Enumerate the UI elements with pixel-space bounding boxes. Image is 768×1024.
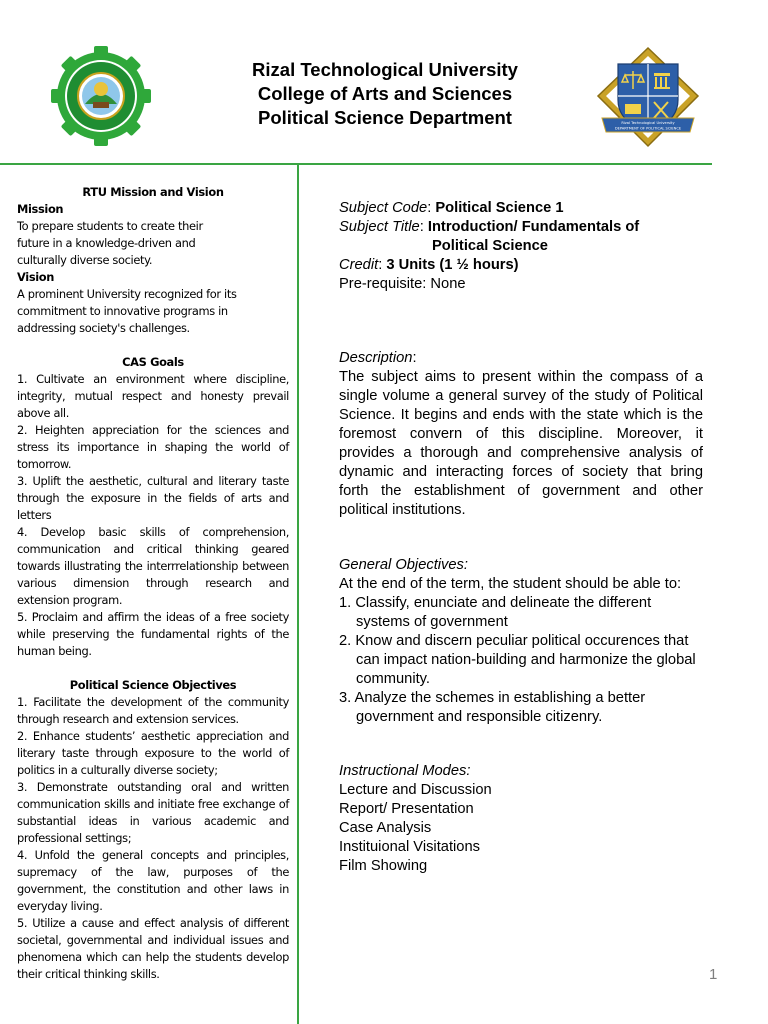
polsci-objectives-heading: Political Science Objectives [69, 678, 237, 692]
subject-code-label: Subject Code [339, 200, 428, 216]
description-heading: Description: [339, 350, 417, 366]
objective-item: 2. Know and discern peculiar political occurences that can impact nation-building and harmonize the global community. [339, 633, 696, 687]
cas-goal-item: 3. Uplift the aesthetic, cultural and literary taste through the exposure in the fields of arts and letters [17, 474, 289, 522]
left-column [17, 184, 289, 983]
objectives-label: General Objectives: [339, 557, 468, 573]
right-logo-banner-line2: DEPARTMENT OF POLITICAL SCIENCE [614, 126, 682, 131]
prerequisite: Pre-requisite: None [339, 276, 466, 292]
description-label: Description [339, 350, 413, 366]
right-logo-banner-line1: Rizal Technological University [621, 121, 675, 125]
credit-line: Credit: 3 Units (1 ½ hours) [339, 257, 519, 273]
vision-text: A prominent University recognized for its commitment to innovative programs in addressing society's challenges. [17, 287, 237, 335]
mode-item: Film Showing [339, 858, 428, 874]
polsci-department-logo [592, 44, 704, 150]
polsci-objective-item: 3. Demonstrate outstanding oral and written communication skills and initiate free exchange of substantial ideas in various academic and professional settings; [17, 780, 289, 845]
mode-item: Report/ Presentation [339, 801, 474, 817]
header-title [190, 58, 580, 130]
polsci-objective-item: 4. Unfold the general concepts and principles, supremacy of the law, purposes of the government, the constitution and other laws in everyday living. [17, 848, 289, 913]
mission-label: Mission [17, 202, 64, 216]
mission-vision-heading: RTU Mission and Vision [82, 185, 224, 199]
subject-title-value: Introduction/ Fundamentals of [427, 219, 640, 235]
mode-item: Instituional Visitations [339, 839, 480, 855]
modes-label: Instructional Modes: [339, 763, 471, 779]
mission-text: To prepare students to create their future in a knowledge-driven and culturally diverse society. [17, 219, 203, 267]
subject-title-line: Subject Title: Introduction/ Fundamentals of [339, 219, 640, 235]
objectives-intro: At the end of the term, the student should be able to: [339, 576, 682, 592]
objective-item: 1. Classify, enunciate and delineate the different systems of government [339, 595, 652, 630]
department-name: Political Science Department [258, 107, 512, 128]
subject-title-label: Subject Title [339, 219, 420, 235]
mode-item: Case Analysis [339, 820, 432, 836]
subject-code-value: Political Science 1 [435, 200, 564, 216]
credit-value: 3 Units (1 ½ hours) [386, 257, 519, 273]
page-number: 1 [709, 966, 718, 983]
credit-label: Credit [339, 257, 379, 273]
subject-code-line: Subject Code: Political Science 1 [339, 200, 564, 216]
cas-goal-item: 5. Proclaim and affirm the ideas of a free society while preserving the fundamental rights of the human being. [17, 610, 289, 658]
objective-item: 3. Analyze the schemes in establishing a better government and responsible citizenry. [339, 690, 646, 725]
description-text: The subject aims to present within the compass of a single volume a general survey of the study of Political Science. It begins and ends with the state which is the foremost convern of this discipline. Moreover, it provides a thorough and comprehensive analysis of dynamic and interacting forces of society that bring forth the establishment of government and other political institutions. [339, 369, 703, 518]
polsci-objective-item: 2. Enhance students’ aesthetic appreciation and literary taste through exposure to the world of politics in a culturally diverse society; [17, 729, 289, 777]
cas-logo [49, 44, 153, 148]
cas-goal-item: 4. Develop basic skills of comprehension, communication and critical thinking geared towards illustrating the interrrelationship between various dimension through research and extension program. [17, 525, 289, 607]
polsci-objective-item: 5. Utilize a cause and effect analysis of different societal, governmental and individual issues and phenomena which can help the students develop their critical thinking skills. [17, 916, 289, 981]
college-name: College of Arts and Sciences [257, 83, 513, 104]
university-name: Rizal Technological University [252, 59, 518, 80]
cas-goal-item: 2. Heighten appreciation for the sciences and stress its importance in shaping the world of tomorrow. [17, 423, 289, 471]
subject-info [339, 199, 703, 294]
header-divider [0, 163, 712, 165]
vision-label: Vision [17, 270, 55, 284]
objectives-section [339, 556, 703, 727]
polsci-objective-item: 1. Facilitate the development of the community through research and extension services. [17, 695, 289, 726]
cas-goals-heading: CAS Goals [122, 355, 184, 369]
instructional-modes-section [339, 762, 703, 876]
column-divider [297, 164, 299, 1024]
subject-title-value-cont: Political Science [432, 238, 548, 254]
mode-item: Lecture and Discussion [339, 782, 492, 798]
description-section [339, 349, 703, 520]
cas-goal-item: 1. Cultivate an environment where discipline, integrity, mutual respect and honesty prevail above all. [17, 372, 289, 420]
